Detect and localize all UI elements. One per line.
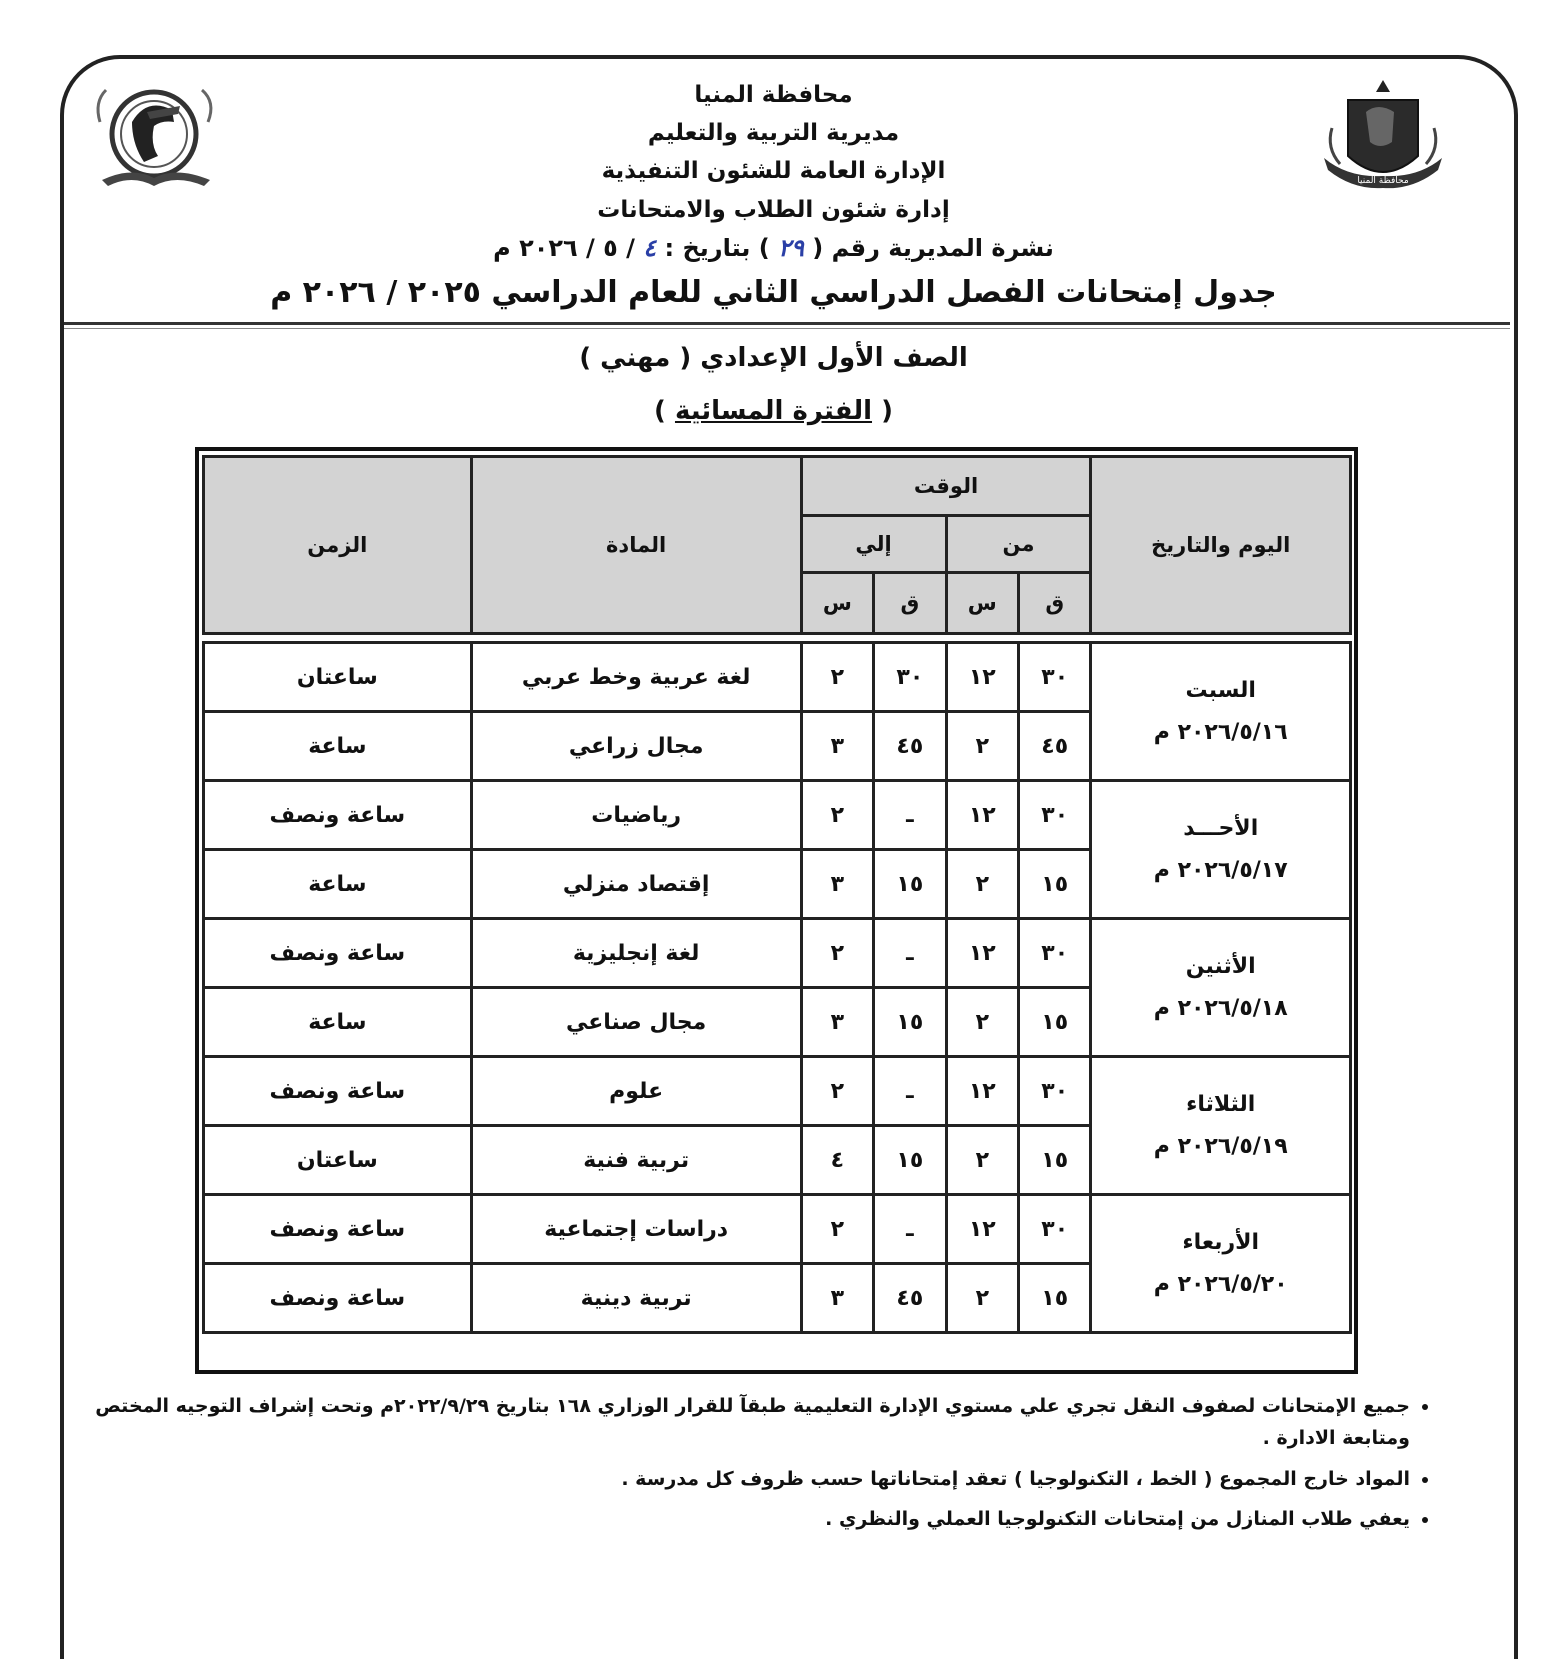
- subject-cell: مجال زراعي: [471, 712, 801, 781]
- subject-cell: مجال صناعي: [471, 988, 801, 1057]
- from-hours-cell: ١٢: [946, 1195, 1018, 1264]
- exam-schedule-table: [202, 455, 1352, 1334]
- governorate-title: محافظة المنيا: [694, 82, 853, 108]
- grade-title: الصف الأول الإعدادي ( مهني ): [579, 343, 968, 373]
- department-title: إدارة شئون الطلاب والامتحانات: [597, 197, 950, 223]
- header-divider: [64, 322, 1510, 325]
- table-row: [204, 1195, 1351, 1264]
- to-hours-cell: ٢: [801, 643, 873, 712]
- note-item: • يعفي طلاب المنازل من إمتحانات التكنولوجيا العملي والنظري .: [80, 1503, 1410, 1535]
- day-name: الأحـــد: [1183, 815, 1259, 841]
- header-to-minutes: ق: [874, 573, 946, 634]
- header-to-hours: س: [801, 573, 873, 634]
- bulletin-line: [0, 236, 1547, 260]
- subject-cell: إقتصاد منزلي: [471, 850, 801, 919]
- duration-cell: ساعة ونصف: [204, 919, 472, 988]
- to-hours-cell: ٢: [801, 781, 873, 850]
- from-hours-cell: ١٢: [946, 781, 1018, 850]
- from-hours-cell: ٢: [946, 1264, 1018, 1333]
- duration-cell: ساعة ونصف: [204, 1057, 472, 1126]
- table-row: [204, 919, 1351, 988]
- from-minutes-cell: ٤٥: [1019, 712, 1091, 781]
- duration-cell: ساعة: [204, 988, 472, 1057]
- duration-cell: ساعة ونصف: [204, 1264, 472, 1333]
- subject-cell: رياضيات: [471, 781, 801, 850]
- from-minutes-cell: ١٥: [1019, 1264, 1091, 1333]
- from-hours-cell: ١٢: [946, 1057, 1018, 1126]
- to-hours-cell: ٣: [801, 1264, 873, 1333]
- header-from: من: [946, 516, 1091, 573]
- header-duration: الزمن: [204, 457, 472, 634]
- subject-cell: لغة عربية وخط عربي: [471, 643, 801, 712]
- duration-cell: ساعة ونصف: [204, 1195, 472, 1264]
- to-hours-cell: ٢: [801, 1057, 873, 1126]
- to-minutes-cell: ٤٥: [874, 1264, 946, 1333]
- table-row: [204, 1057, 1351, 1126]
- schedule-title: جدول إمتحانات الفصل الدراسي الثاني للعام الدراسي ٢٠٢٥ / ٢٠٢٦ م: [270, 275, 1277, 310]
- bulletin-mid: ) بتاريخ :: [664, 234, 770, 262]
- header-day-date: اليوم والتاريخ: [1091, 457, 1351, 634]
- period-close-paren: ): [654, 396, 666, 426]
- to-minutes-cell: ٤٥: [874, 712, 946, 781]
- to-minutes-cell: ١٥: [874, 1126, 946, 1195]
- period-open-paren: (: [881, 396, 893, 426]
- subject-cell: لغة إنجليزية: [471, 919, 801, 988]
- directorate-title: مديرية التربية والتعليم: [647, 120, 900, 146]
- header-divider-thin: [64, 328, 1510, 329]
- duration-cell: ساعة: [204, 850, 472, 919]
- from-minutes-cell: ٣٠: [1019, 781, 1091, 850]
- day-cell: [1091, 1057, 1351, 1195]
- to-minutes-cell: ٣٠: [874, 643, 946, 712]
- to-hours-cell: ٢: [801, 1195, 873, 1264]
- day-date: ٢٠٢٦/٥/١٩ م: [1153, 1133, 1288, 1159]
- from-hours-cell: ٢: [946, 712, 1018, 781]
- period-title: [0, 398, 1547, 424]
- to-minutes-cell: ـ: [874, 1057, 946, 1126]
- to-minutes-cell: ـ: [874, 781, 946, 850]
- to-hours-cell: ٣: [801, 988, 873, 1057]
- bulletin-number: ٢٩: [778, 234, 804, 262]
- duration-cell: ساعة: [204, 712, 472, 781]
- to-minutes-cell: ١٥: [874, 850, 946, 919]
- from-hours-cell: ١٢: [946, 643, 1018, 712]
- day-date: ٢٠٢٦/٥/١٨ م: [1153, 995, 1288, 1021]
- from-minutes-cell: ١٥: [1019, 1126, 1091, 1195]
- day-date: ٢٠٢٦/٥/١٧ م: [1153, 857, 1288, 883]
- to-minutes-cell: ـ: [874, 1195, 946, 1264]
- day-name: الأربعاء: [1182, 1229, 1260, 1255]
- duration-cell: ساعة ونصف: [204, 781, 472, 850]
- bulletin-date-rest: / ٥ / ٢٠٢٦ م: [493, 234, 635, 262]
- subject-cell: تربية فنية: [471, 1126, 801, 1195]
- from-hours-cell: ٢: [946, 988, 1018, 1057]
- header-from-minutes: ق: [1019, 573, 1091, 634]
- note-item: • جميع الإمتحانات لصفوف النقل تجري علي مستوي الإدارة التعليمية طبقآ للقرار الوزاري ١٦٨ بتاريخ ٢٠٢٢/٩/٢٩م وتحت إشراف التوجيه المختص ومتابعة الادارة .: [80, 1390, 1410, 1455]
- subject-cell: تربية دينية: [471, 1264, 801, 1333]
- schedule-body: [204, 634, 1351, 1333]
- from-minutes-cell: ١٥: [1019, 850, 1091, 919]
- from-minutes-cell: ٣٠: [1019, 919, 1091, 988]
- note-item: • المواد خارج المجموع ( الخط ، التكنولوجيا ) تعقد إمتحاناتها حسب ظروف كل مدرسة .: [80, 1463, 1410, 1495]
- to-minutes-cell: ١٥: [874, 988, 946, 1057]
- table-row: [204, 643, 1351, 712]
- notes-section: [80, 1390, 1460, 1543]
- general-admin-title: الإدارة العامة للشئون التنفيذية: [601, 158, 946, 184]
- subject-cell: دراسات إجتماعية: [471, 1195, 801, 1264]
- from-hours-cell: ١٢: [946, 919, 1018, 988]
- day-date: ٢٠٢٦/٥/١٦ م: [1153, 719, 1288, 745]
- to-hours-cell: ٢: [801, 919, 873, 988]
- header-from-hours: س: [946, 573, 1018, 634]
- bulletin-prefix: نشرة المديرية رقم (: [812, 234, 1054, 262]
- crest-caption: محافظة المنيا: [1357, 176, 1409, 186]
- bulletin-day: ٤: [643, 234, 657, 262]
- day-cell: [1091, 781, 1351, 919]
- to-minutes-cell: ـ: [874, 919, 946, 988]
- day-date: ٢٠٢٦/٥/٢٠ م: [1153, 1271, 1288, 1297]
- to-hours-cell: ٣: [801, 850, 873, 919]
- period-label: الفترة المسائية: [674, 396, 873, 426]
- to-hours-cell: ٤: [801, 1126, 873, 1195]
- to-hours-cell: ٣: [801, 712, 873, 781]
- header-to: إلي: [801, 516, 946, 573]
- from-minutes-cell: ٣٠: [1019, 1195, 1091, 1264]
- header-subject: المادة: [471, 457, 801, 634]
- table-row: [204, 781, 1351, 850]
- day-cell: [1091, 919, 1351, 1057]
- from-minutes-cell: ٣٠: [1019, 1057, 1091, 1126]
- duration-cell: ساعتان: [204, 643, 472, 712]
- day-cell: [1091, 643, 1351, 781]
- day-name: السبت: [1185, 677, 1256, 703]
- from-hours-cell: ٢: [946, 850, 1018, 919]
- from-minutes-cell: ٣٠: [1019, 643, 1091, 712]
- subject-cell: علوم: [471, 1057, 801, 1126]
- header-time: الوقت: [801, 457, 1091, 516]
- duration-cell: ساعتان: [204, 1126, 472, 1195]
- day-name: الثلاثاء: [1186, 1091, 1256, 1117]
- day-cell: [1091, 1195, 1351, 1333]
- from-minutes-cell: ١٥: [1019, 988, 1091, 1057]
- day-name: الأثنين: [1185, 953, 1256, 979]
- from-hours-cell: ٢: [946, 1126, 1018, 1195]
